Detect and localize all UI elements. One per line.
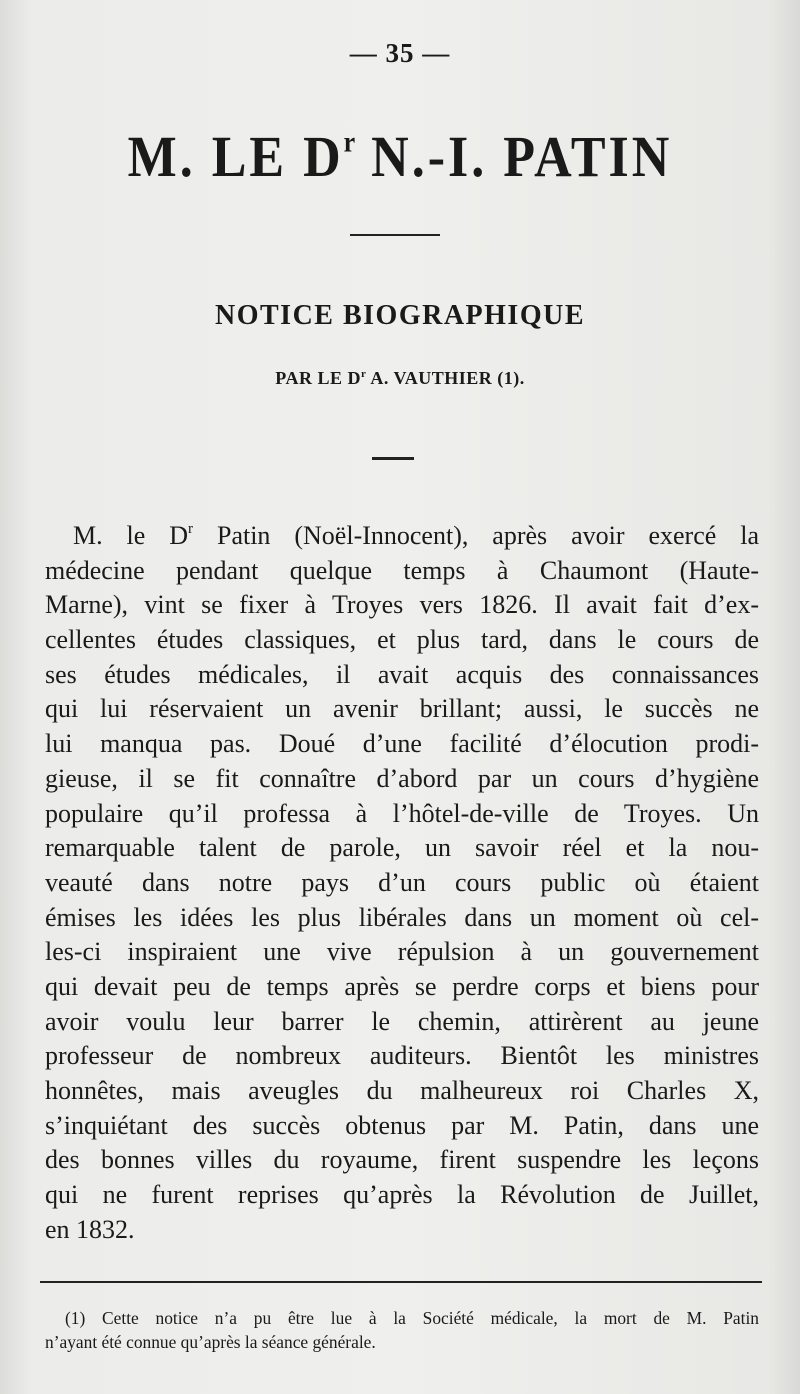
- text-line: honnêtes, mais aveugles du malheureux roi Charles X,: [45, 1076, 759, 1105]
- text-line: des bonnes villes du royaume, firent suspendre les leçons: [45, 1145, 759, 1175]
- text-line: remarquable talent de parole, un savoir réel et la nou-: [45, 833, 759, 863]
- doctor-superscript: r: [188, 521, 194, 537]
- text-line: les-ci inspiraient une vive répulsion à un gouvernement: [45, 937, 759, 967]
- text-line-rest: Patin (Noël-Innocent), après avoir exercé la: [193, 521, 759, 550]
- text-line: [45, 519, 759, 554]
- text-line: qui devait peu de temps après se perdre corps et biens pour: [45, 971, 759, 1001]
- text-line: veauté dans notre pays d’un cours public où étaient: [45, 867, 759, 897]
- title-superscript: r: [343, 125, 356, 159]
- byline: [0, 368, 800, 389]
- footnote-divider: [40, 1281, 762, 1283]
- page-number: — 35 —: [349, 38, 451, 68]
- text-line: émises les idées les plus libérales dans un moment où cel-: [45, 902, 759, 932]
- text-line: Marne), vint se fixer à Troyes vers 1826. Il avait fait d’ex-: [45, 590, 759, 620]
- footnote: [45, 1306, 759, 1354]
- text-line: lui manqua pas. Doué d’une facilité d’élocution prodi-: [45, 729, 759, 759]
- text-line: ses études médicales, il avait acquis des connaissances: [45, 659, 759, 689]
- section-divider: [372, 457, 414, 460]
- text-line: cellentes études classiques, et plus tard, dans le cours de: [45, 625, 759, 655]
- text-line: professeur de nombreux auditeurs. Bientôt les ministres: [45, 1041, 759, 1071]
- footnote-line: (1) Cette notice n’a pu être lue à la Société médicale, la mort de M. Patin: [65, 1308, 759, 1328]
- text-line: médecine pendant quelque temps à Chaumont (Haute-: [45, 555, 759, 585]
- byline-superscript: r: [360, 368, 367, 380]
- byline-post: A. VAUTHIER (1).: [366, 368, 525, 388]
- text-line: qui lui réservaient un avenir brillant; aussi, le succès ne: [45, 694, 759, 724]
- page-title: [0, 124, 800, 190]
- title-divider: [350, 234, 440, 236]
- text-line: gieuse, il se fit connaître d’abord par un cours d’hygiène: [45, 763, 759, 793]
- text-line: en 1832.: [45, 1214, 135, 1244]
- footnote-line: n’ayant été connue qu’après la séance générale.: [45, 1332, 376, 1352]
- text-line: populaire qu’il professa à l’hôtel-de-ville de Troyes. Un: [45, 798, 759, 828]
- byline-pre: PAR LE D: [275, 368, 361, 388]
- subtitle: NOTICE BIOGRAPHIQUE: [215, 300, 585, 331]
- text-line: qui ne furent reprises qu’après la Révolution de Juillet,: [45, 1180, 759, 1210]
- title-rest: N.-I. PATIN: [355, 125, 673, 190]
- title-main: M. LE D: [127, 125, 344, 190]
- text-line-start: M. le D: [73, 521, 189, 550]
- text-line: s’inquiétant des succès obtenus par M. Patin, dans une: [45, 1110, 759, 1140]
- text-line: avoir voulu leur barrer le chemin, attirèrent au jeune: [45, 1006, 759, 1036]
- body-paragraph: [45, 519, 759, 1247]
